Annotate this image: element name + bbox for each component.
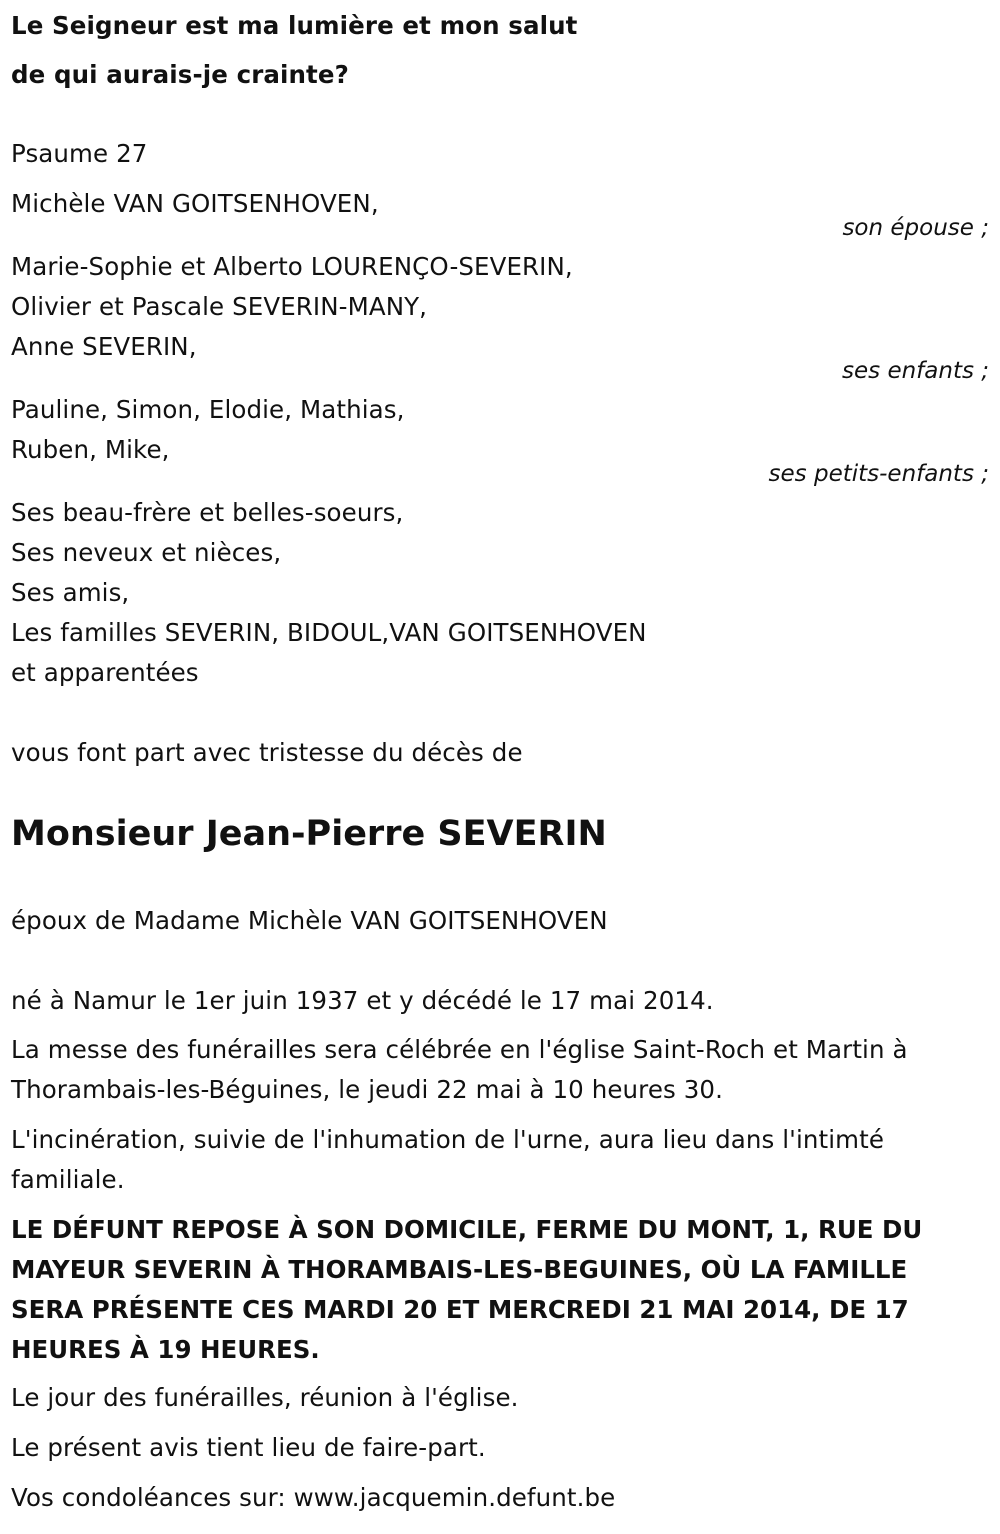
- mass-line: Thorambais-les-Béguines, le jeudi 22 mai à 10 heures 30.: [11, 1075, 724, 1104]
- meeting-line: Le jour des funérailles, réunion à l'église.: [11, 1383, 519, 1412]
- relatives-line: et apparentées: [11, 658, 199, 687]
- relatives-line: Ses amis,: [11, 578, 130, 607]
- birth-death-line: né à Namur le 1er juin 1937 et y décédé le 17 mai 2014.: [11, 986, 714, 1015]
- mass-line: La messe des funérailles sera célébrée en l'église Saint-Roch et Martin à: [11, 1035, 908, 1064]
- child-name: Marie-Sophie et Alberto LOURENÇO-SEVERIN,: [11, 252, 573, 281]
- deceased-spouse-line: époux de Madame Michèle VAN GOITSENHOVEN: [11, 906, 608, 935]
- grandchildren-names: Ruben, Mike,: [11, 435, 170, 464]
- epigraph-source: Psaume 27: [11, 139, 148, 168]
- epigraph-line-2: de qui aurais-je crainte?: [11, 60, 349, 89]
- grandchildren-role: ses petits-enfants ;: [768, 461, 989, 487]
- deceased-name: Monsieur Jean-Pierre SEVERIN: [11, 814, 607, 854]
- condolences-line: Vos condoléances sur: www.jacquemin.defunt.be: [11, 1483, 616, 1512]
- child-name: Olivier et Pascale SEVERIN-MANY,: [11, 292, 428, 321]
- children-role: ses enfants ;: [842, 358, 989, 384]
- spouse-name: Michèle VAN GOITSENHOVEN,: [11, 189, 379, 218]
- epigraph-line-1: Le Seigneur est ma lumière et mon salut: [11, 11, 578, 40]
- announcement-text: vous font part avec tristesse du décès de: [11, 738, 523, 767]
- faire-part-line: Le présent avis tient lieu de faire-part.: [11, 1433, 486, 1462]
- visitation-notice: LE DÉFUNT REPOSE À SON DOMICILE, FERME DU MONT, 1, RUE DU MAYEUR SEVERIN À THORAMBAIS-LES-BEGUINES, OÙ LA FAMILLE SERA PRÉSENTE CES MARDI 20 ET MERCREDI 21 MAI 2014, DE 17 HEURES À 19 HEURES.: [11, 1215, 923, 1364]
- cremation-line: L'incinération, suivie de l'inhumation de l'urne, aura lieu dans l'intimté: [11, 1125, 884, 1154]
- relatives-line: Ses neveux et nièces,: [11, 538, 282, 567]
- child-name: Anne SEVERIN,: [11, 332, 197, 361]
- relatives-line: Ses beau-frère et belles-soeurs,: [11, 498, 404, 527]
- relatives-line: Les familles SEVERIN, BIDOUL,VAN GOITSENHOVEN: [11, 618, 647, 647]
- grandchildren-names: Pauline, Simon, Elodie, Mathias,: [11, 395, 405, 424]
- spouse-role: son épouse ;: [842, 215, 989, 241]
- cremation-line: familiale.: [11, 1165, 125, 1194]
